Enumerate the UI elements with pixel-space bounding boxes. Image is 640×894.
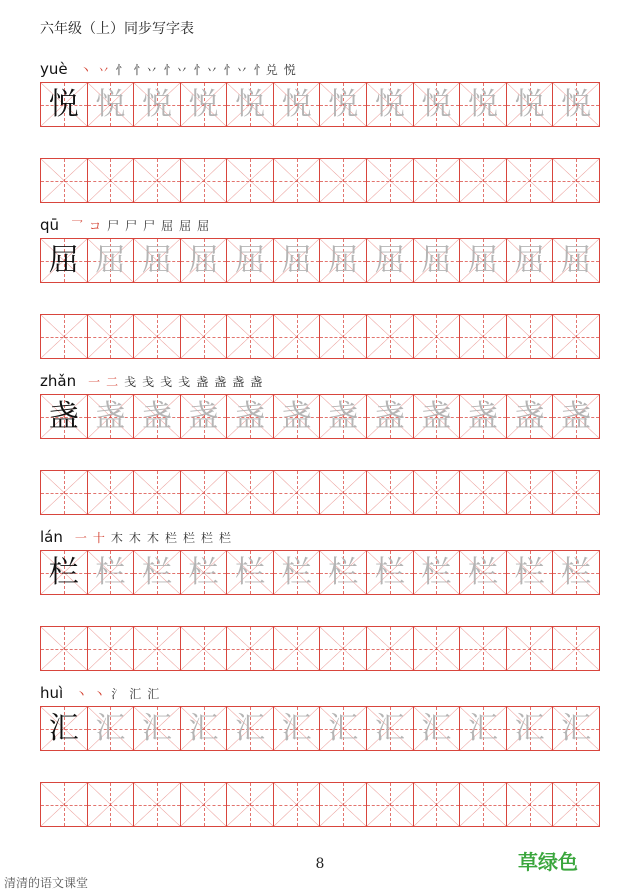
trace-cell bbox=[88, 551, 135, 594]
practice-cell[interactable] bbox=[367, 315, 414, 358]
character-block bbox=[0, 56, 640, 206]
trace-cell bbox=[460, 551, 507, 594]
trace-character: 栏 bbox=[141, 554, 172, 590]
character-block bbox=[0, 524, 640, 674]
practice-cell[interactable] bbox=[274, 159, 321, 202]
trace-cell bbox=[320, 83, 367, 126]
character-block bbox=[0, 368, 640, 518]
trace-cell bbox=[274, 83, 321, 126]
practice-cell[interactable] bbox=[181, 159, 228, 202]
practice-cell[interactable] bbox=[227, 627, 274, 670]
trace-cell bbox=[181, 707, 228, 750]
trace-character: 汇 bbox=[467, 710, 498, 746]
stroke-step: 木 bbox=[128, 531, 141, 545]
trace-character: 悦 bbox=[188, 86, 219, 122]
character-block bbox=[0, 680, 640, 830]
trace-cell bbox=[507, 395, 554, 438]
practice-cell[interactable] bbox=[507, 159, 554, 202]
stroke-step: 丶 bbox=[93, 687, 106, 701]
practice-cell[interactable] bbox=[227, 783, 274, 826]
trace-cell bbox=[227, 395, 274, 438]
practice-cell[interactable] bbox=[367, 159, 414, 202]
trace-grid-row bbox=[40, 82, 600, 127]
trace-character: 屈 bbox=[281, 242, 312, 278]
pinyin-label: zhǎn bbox=[40, 372, 77, 390]
trace-cell bbox=[320, 395, 367, 438]
practice-cell[interactable] bbox=[41, 471, 88, 514]
stroke-step: 栏 bbox=[200, 531, 213, 545]
practice-cell[interactable] bbox=[460, 159, 507, 202]
trace-grid-row bbox=[40, 394, 600, 439]
trace-character: 屈 bbox=[514, 242, 545, 278]
practice-cell[interactable] bbox=[553, 315, 599, 358]
stroke-step: 忄兑 bbox=[253, 63, 278, 77]
stroke-step: 戋 bbox=[142, 375, 155, 389]
practice-cell[interactable] bbox=[367, 471, 414, 514]
trace-character: 屈 bbox=[188, 242, 219, 278]
trace-cell bbox=[367, 395, 414, 438]
practice-cell[interactable] bbox=[460, 471, 507, 514]
trace-cell bbox=[181, 83, 228, 126]
trace-cell bbox=[414, 239, 461, 282]
trace-character: 汇 bbox=[514, 710, 545, 746]
practice-cell[interactable] bbox=[134, 783, 181, 826]
trace-cell bbox=[274, 395, 321, 438]
trace-cell bbox=[507, 551, 554, 594]
trace-character: 盏 bbox=[281, 398, 312, 434]
stroke-step: 忄丷 bbox=[223, 63, 248, 77]
trace-character: 汇 bbox=[328, 710, 359, 746]
trace-character: 盏 bbox=[514, 398, 545, 434]
trace-cell bbox=[553, 707, 599, 750]
stroke-step: 忄 bbox=[115, 63, 128, 77]
stroke-order bbox=[71, 217, 215, 234]
stroke-step: 乛 bbox=[71, 219, 84, 233]
stroke-step: 一 bbox=[88, 375, 101, 389]
stroke-step: 栏 bbox=[182, 531, 195, 545]
trace-character: 盏 bbox=[467, 398, 498, 434]
practice-cell[interactable] bbox=[414, 315, 461, 358]
trace-character: 汇 bbox=[188, 710, 219, 746]
trace-grid-row bbox=[40, 706, 600, 751]
watermark-text: 清清的语文课堂 bbox=[4, 876, 89, 890]
practice-cell[interactable] bbox=[320, 315, 367, 358]
practice-cell[interactable] bbox=[227, 315, 274, 358]
trace-grid-row bbox=[40, 550, 600, 595]
trace-character: 栏 bbox=[328, 554, 359, 590]
stroke-step: 悦 bbox=[283, 63, 296, 77]
trace-character: 悦 bbox=[95, 86, 126, 122]
trace-cell bbox=[460, 239, 507, 282]
model-cell bbox=[41, 83, 88, 126]
practice-cell[interactable] bbox=[460, 627, 507, 670]
stroke-step: 栏 bbox=[219, 531, 232, 545]
practice-cell[interactable] bbox=[181, 315, 228, 358]
trace-character: 栏 bbox=[188, 554, 219, 590]
trace-character: 栏 bbox=[514, 554, 545, 590]
model-character: 悦 bbox=[48, 86, 79, 122]
practice-cell[interactable] bbox=[41, 627, 88, 670]
trace-character: 悦 bbox=[141, 86, 172, 122]
pinyin-label: lán bbox=[40, 528, 63, 546]
page-number: 8 bbox=[315, 856, 325, 872]
stroke-step: 木 bbox=[110, 531, 123, 545]
trace-character: 盏 bbox=[374, 398, 405, 434]
stroke-step: 氵 bbox=[111, 687, 124, 701]
trace-cell bbox=[274, 239, 321, 282]
trace-cell bbox=[320, 707, 367, 750]
trace-cell bbox=[227, 239, 274, 282]
trace-cell bbox=[88, 83, 135, 126]
model-character: 盏 bbox=[48, 398, 79, 434]
model-cell bbox=[41, 707, 88, 750]
stroke-step: 木 bbox=[146, 531, 159, 545]
trace-cell bbox=[414, 83, 461, 126]
practice-cell[interactable] bbox=[227, 159, 274, 202]
stroke-step: 盏 bbox=[196, 375, 209, 389]
trace-cell bbox=[88, 239, 135, 282]
practice-cell[interactable] bbox=[320, 627, 367, 670]
practice-cell[interactable] bbox=[367, 783, 414, 826]
trace-character: 栏 bbox=[467, 554, 498, 590]
practice-cell[interactable] bbox=[553, 627, 599, 670]
trace-character: 栏 bbox=[95, 554, 126, 590]
trace-character: 盏 bbox=[188, 398, 219, 434]
practice-cell[interactable] bbox=[507, 783, 554, 826]
trace-character: 栏 bbox=[235, 554, 266, 590]
trace-cell bbox=[414, 551, 461, 594]
practice-cell[interactable] bbox=[507, 471, 554, 514]
practice-cell[interactable] bbox=[88, 315, 135, 358]
stroke-order bbox=[75, 529, 237, 546]
trace-cell bbox=[134, 239, 181, 282]
stroke-step: 屈 bbox=[197, 219, 210, 233]
stroke-step: 忄丷 bbox=[193, 63, 218, 77]
stroke-step: 汇 bbox=[147, 687, 160, 701]
trace-cell bbox=[227, 551, 274, 594]
trace-cell bbox=[227, 707, 274, 750]
practice-cell[interactable] bbox=[460, 783, 507, 826]
stroke-step: 尸 bbox=[107, 219, 120, 233]
practice-cell[interactable] bbox=[460, 315, 507, 358]
trace-cell bbox=[414, 395, 461, 438]
trace-cell bbox=[553, 551, 599, 594]
stroke-step: 丶 bbox=[75, 687, 88, 701]
stroke-step: 丷 bbox=[97, 63, 110, 77]
worksheet-title: 六年级（上）同步写字表 bbox=[40, 21, 194, 37]
trace-cell bbox=[181, 551, 228, 594]
pinyin-line bbox=[40, 524, 237, 546]
stroke-step: 栏 bbox=[164, 531, 177, 545]
trace-cell bbox=[507, 83, 554, 126]
trace-character: 屈 bbox=[421, 242, 452, 278]
trace-character: 屈 bbox=[95, 242, 126, 278]
trace-cell bbox=[460, 395, 507, 438]
trace-cell bbox=[507, 239, 554, 282]
stroke-step: 盏 bbox=[250, 375, 263, 389]
trace-cell bbox=[134, 707, 181, 750]
trace-character: 屈 bbox=[141, 242, 172, 278]
trace-character: 屈 bbox=[561, 242, 592, 278]
trace-character: 悦 bbox=[467, 86, 498, 122]
character-block bbox=[0, 212, 640, 362]
model-cell bbox=[41, 239, 88, 282]
trace-character: 悦 bbox=[374, 86, 405, 122]
practice-grid-row bbox=[40, 314, 600, 359]
stroke-step: 戋 bbox=[178, 375, 191, 389]
model-character: 栏 bbox=[48, 554, 79, 590]
practice-cell[interactable] bbox=[274, 315, 321, 358]
stroke-step: 丶 bbox=[79, 63, 92, 77]
practice-cell[interactable] bbox=[320, 783, 367, 826]
practice-cell[interactable] bbox=[553, 783, 599, 826]
trace-character: 悦 bbox=[235, 86, 266, 122]
practice-grid-row bbox=[40, 782, 600, 827]
trace-character: 汇 bbox=[374, 710, 405, 746]
trace-cell bbox=[134, 395, 181, 438]
stroke-order bbox=[80, 61, 302, 78]
stroke-step: 二 bbox=[106, 375, 119, 389]
practice-cell[interactable] bbox=[181, 783, 228, 826]
trace-cell bbox=[367, 707, 414, 750]
trace-character: 悦 bbox=[421, 86, 452, 122]
color-label: 草绿色 bbox=[518, 850, 578, 874]
trace-grid-row bbox=[40, 238, 600, 283]
practice-cell[interactable] bbox=[414, 627, 461, 670]
practice-grid-row bbox=[40, 470, 600, 515]
trace-cell bbox=[181, 395, 228, 438]
trace-cell bbox=[320, 239, 367, 282]
practice-cell[interactable] bbox=[134, 627, 181, 670]
trace-cell bbox=[181, 239, 228, 282]
trace-cell bbox=[134, 551, 181, 594]
trace-character: 屈 bbox=[235, 242, 266, 278]
pinyin-line bbox=[40, 368, 268, 390]
practice-cell[interactable] bbox=[274, 627, 321, 670]
trace-cell bbox=[553, 395, 599, 438]
practice-grid-row bbox=[40, 158, 600, 203]
pinyin-line bbox=[40, 56, 302, 78]
stroke-step: コ bbox=[89, 219, 102, 233]
trace-character: 盏 bbox=[235, 398, 266, 434]
trace-cell bbox=[134, 83, 181, 126]
practice-cell[interactable] bbox=[134, 471, 181, 514]
practice-cell[interactable] bbox=[88, 159, 135, 202]
trace-character: 盏 bbox=[328, 398, 359, 434]
practice-cell[interactable] bbox=[507, 627, 554, 670]
stroke-step: 戋 bbox=[124, 375, 137, 389]
trace-cell bbox=[274, 707, 321, 750]
trace-character: 汇 bbox=[281, 710, 312, 746]
trace-character: 汇 bbox=[561, 710, 592, 746]
trace-character: 汇 bbox=[421, 710, 452, 746]
trace-cell bbox=[414, 707, 461, 750]
model-character: 屈 bbox=[48, 242, 79, 278]
stroke-step: 盏 bbox=[232, 375, 245, 389]
practice-cell[interactable] bbox=[227, 471, 274, 514]
trace-cell bbox=[507, 707, 554, 750]
trace-character: 屈 bbox=[328, 242, 359, 278]
practice-cell[interactable] bbox=[274, 471, 321, 514]
trace-cell bbox=[460, 83, 507, 126]
practice-cell[interactable] bbox=[134, 159, 181, 202]
trace-character: 屈 bbox=[374, 242, 405, 278]
trace-character: 栏 bbox=[374, 554, 405, 590]
trace-character: 悦 bbox=[561, 86, 592, 122]
stroke-step: 汇 bbox=[129, 687, 142, 701]
trace-character: 盏 bbox=[561, 398, 592, 434]
practice-cell[interactable] bbox=[553, 471, 599, 514]
trace-cell bbox=[460, 707, 507, 750]
trace-character: 悦 bbox=[514, 86, 545, 122]
trace-cell bbox=[367, 239, 414, 282]
trace-cell bbox=[320, 551, 367, 594]
practice-cell[interactable] bbox=[41, 315, 88, 358]
practice-cell[interactable] bbox=[414, 159, 461, 202]
practice-cell[interactable] bbox=[320, 471, 367, 514]
model-character: 汇 bbox=[48, 710, 79, 746]
trace-character: 盏 bbox=[421, 398, 452, 434]
practice-cell[interactable] bbox=[274, 783, 321, 826]
practice-cell[interactable] bbox=[41, 159, 88, 202]
trace-cell bbox=[553, 239, 599, 282]
trace-character: 汇 bbox=[235, 710, 266, 746]
trace-cell bbox=[227, 83, 274, 126]
trace-character: 盏 bbox=[141, 398, 172, 434]
pinyin-line bbox=[40, 212, 215, 234]
pinyin-line bbox=[40, 680, 165, 702]
model-cell bbox=[41, 551, 88, 594]
trace-character: 汇 bbox=[141, 710, 172, 746]
trace-cell bbox=[367, 83, 414, 126]
stroke-step: 盏 bbox=[214, 375, 227, 389]
practice-cell[interactable] bbox=[88, 783, 135, 826]
trace-character: 汇 bbox=[95, 710, 126, 746]
practice-cell[interactable] bbox=[414, 783, 461, 826]
trace-character: 盏 bbox=[95, 398, 126, 434]
trace-character: 悦 bbox=[281, 86, 312, 122]
stroke-step: 尸 bbox=[125, 219, 138, 233]
trace-character: 栏 bbox=[421, 554, 452, 590]
pinyin-label: qū bbox=[40, 216, 60, 234]
stroke-step: 戋 bbox=[160, 375, 173, 389]
stroke-step: 十 bbox=[92, 531, 105, 545]
trace-cell bbox=[274, 551, 321, 594]
pinyin-label: huì bbox=[40, 684, 64, 702]
practice-cell[interactable] bbox=[553, 159, 599, 202]
practice-cell[interactable] bbox=[88, 471, 135, 514]
stroke-order bbox=[75, 685, 165, 702]
stroke-step: 一 bbox=[74, 531, 87, 545]
practice-cell[interactable] bbox=[414, 471, 461, 514]
stroke-step: 尸 bbox=[143, 219, 156, 233]
practice-cell[interactable] bbox=[88, 627, 135, 670]
practice-cell[interactable] bbox=[320, 159, 367, 202]
stroke-step: 屈 bbox=[179, 219, 192, 233]
trace-character: 悦 bbox=[328, 86, 359, 122]
pinyin-label: yuè bbox=[40, 60, 68, 78]
trace-character: 屈 bbox=[467, 242, 498, 278]
trace-cell bbox=[553, 83, 599, 126]
practice-cell[interactable] bbox=[134, 315, 181, 358]
practice-grid-row bbox=[40, 626, 600, 671]
practice-cell[interactable] bbox=[367, 627, 414, 670]
practice-cell[interactable] bbox=[181, 627, 228, 670]
practice-cell[interactable] bbox=[181, 471, 228, 514]
stroke-step: 忄丷 bbox=[133, 63, 158, 77]
trace-cell bbox=[367, 551, 414, 594]
trace-character: 栏 bbox=[561, 554, 592, 590]
stroke-step: 屈 bbox=[161, 219, 174, 233]
trace-cell bbox=[88, 707, 135, 750]
practice-cell[interactable] bbox=[41, 783, 88, 826]
practice-cell[interactable] bbox=[507, 315, 554, 358]
stroke-step: 忄丷 bbox=[163, 63, 188, 77]
trace-character: 栏 bbox=[281, 554, 312, 590]
trace-cell bbox=[88, 395, 135, 438]
model-cell bbox=[41, 395, 88, 438]
stroke-order bbox=[88, 373, 268, 390]
